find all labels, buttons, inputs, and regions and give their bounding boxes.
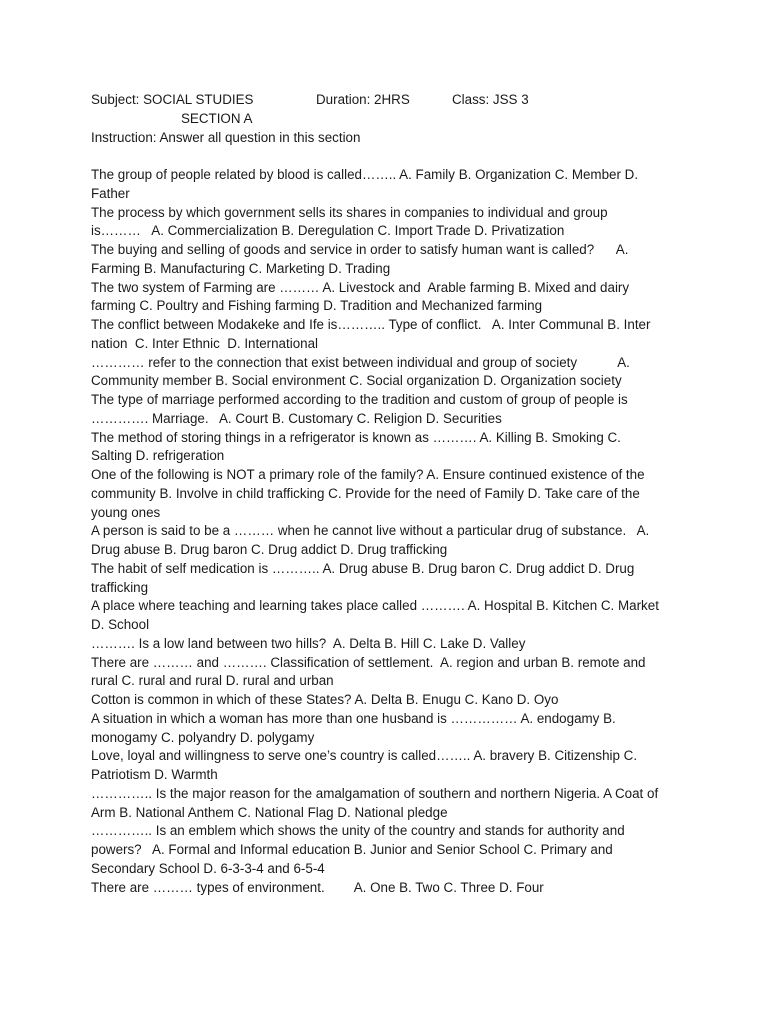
duration-label: Duration: 2HRS bbox=[316, 92, 410, 107]
question-item: The process by which government sells its shares in companies to individual and group is……… A. Commercialization B. Deregulation C. Import Trade D. Privatization bbox=[91, 204, 608, 239]
question-item: The habit of self medication is ……….. A. Drug abuse B. Drug baron C. Drug addict D. Drug trafficking bbox=[91, 560, 635, 595]
question-item: The buying and selling of goods and service in order to satisfy human want is called? A. Farming B. Manufacturing C. Marketing D. Trading bbox=[91, 242, 629, 276]
question-list bbox=[91, 166, 687, 897]
question-item: The method of storing things in a refrigerator is known as ………. A. Killing B. Smoking C. Salting D. refrigeration bbox=[91, 429, 621, 464]
question-item: There are ……… types of environment. A. One B. Two C. Three D. Four bbox=[91, 879, 544, 895]
question-item: The type of marriage performed according to the tradition and custom of group of people is …………. Marriage. A. Court B. Customary C. Religion D. Securities bbox=[91, 392, 628, 426]
instruction-text: Instruction: Answer all question in this section bbox=[91, 130, 361, 145]
question-item: ………….. Is an emblem which shows the unity of the country and stands for authority and powers? A. Formal and Informal education B. Junior and Senior School C. Primary and Secondary School D. 6-3-3-4 and 6-5-4 bbox=[91, 823, 625, 876]
question-item: Cotton is common in which of these States? A. Delta B. Enugu C. Kano D. Oyo bbox=[91, 692, 559, 707]
subject-label: Subject: SOCIAL STUDIES bbox=[91, 92, 254, 107]
question-item: One of the following is NOT a primary role of the family? A. Ensure continued existence of the community B. Involve in child trafficking C. Provide for the need of Family D. Take care of the young ones bbox=[91, 467, 645, 520]
question-item: A situation in which a woman has more than one husband is …………… A. endogamy B. monogamy C. polyandry D. polygamy bbox=[91, 710, 616, 745]
question-item: ………….. Is the major reason for the amalgamation of southern and northern Nigeria. A Coat of Arm B. National Anthem C. National Flag D. National pledge bbox=[91, 785, 659, 820]
question-item: Love, loyal and willingness to serve one’s country is called…….. A. bravery B. Citizenship C. Patriotism D. Warmth bbox=[91, 748, 638, 782]
question-item: ………… refer to the connection that exist between individual and group of society A. Community member B. Social environment C. Social organization D. Organization society bbox=[91, 354, 630, 389]
question-item: ………. Is a low land between two hills? A. Delta B. Hill C. Lake D. Valley bbox=[91, 635, 526, 651]
question-item: There are ……… and ………. Classification of settlement. A. region and urban B. remote and rural C. rural and rural D. rural and urban bbox=[91, 654, 646, 689]
class-label: Class: JSS 3 bbox=[452, 92, 529, 107]
question-item: A person is said to be a ……… when he cannot live without a particular drug of substance. A. Drug abuse B. Drug baron C. Drug addict D. Drug trafficking bbox=[91, 523, 650, 557]
question-item: A place where teaching and learning takes place called ………. A. Hospital B. Kitchen C. Market D. School bbox=[91, 598, 659, 632]
section-title: SECTION A bbox=[181, 111, 253, 126]
question-item: The two system of Farming are ……… A. Livestock and Arable farming B. Mixed and dairy farming C. Poultry and Fishing farming D. Tradition and Mechanized farming bbox=[91, 279, 630, 314]
question-item: The conflict between Modakeke and Ife is……….. Type of conflict. A. Inter Communal B. Inter nation C. Inter Ethnic D. International bbox=[91, 317, 651, 351]
question-item: The group of people related by blood is called…….. A. Family B. Organization C. Member D. Father bbox=[91, 167, 639, 201]
